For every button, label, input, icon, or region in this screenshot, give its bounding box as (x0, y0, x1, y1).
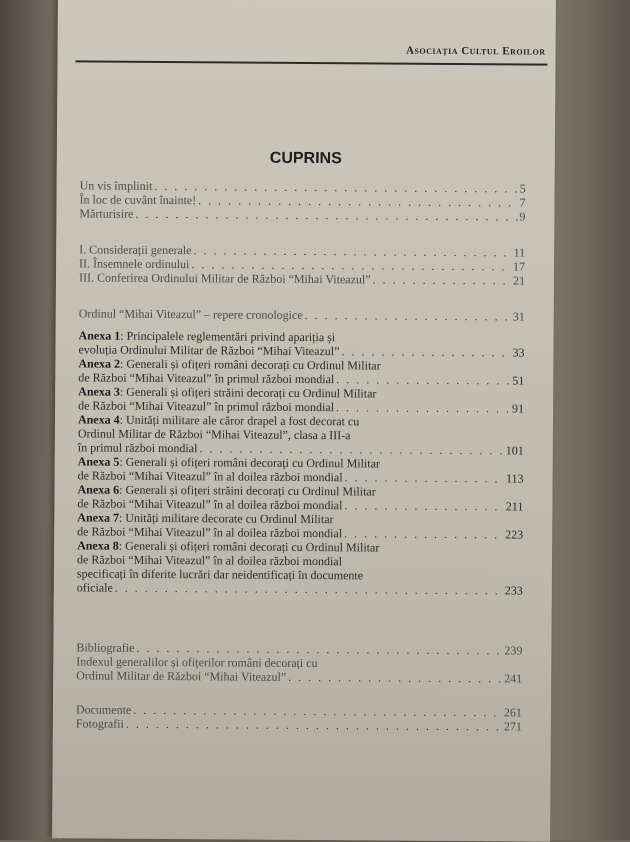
toc-entry-page: 101 (505, 443, 524, 458)
toc-entry-title: Mărturisire (79, 206, 134, 221)
contents-title: CUPRINS (269, 149, 342, 168)
annex-label: Anexa 5 (77, 454, 120, 469)
toc-entry-page: 51 (512, 373, 525, 388)
toc-entry-page: 261 (503, 705, 523, 720)
toc-annex-entry (78, 356, 524, 387)
header-rule (75, 60, 547, 65)
toc-entry (79, 270, 525, 287)
annex-line: Ordinul Militar de Război “Mihai Viteazul”, clasa a III-a (77, 426, 351, 443)
toc-entry-page: 211 (505, 499, 524, 514)
annex-line: : Unități militare decorate cu Ordinul Militar (118, 510, 334, 527)
annex-line: de Război “Mihai Viteazul” în primul război mondial (78, 398, 335, 415)
toc-group-annexes (77, 328, 525, 597)
toc-annex-entry (78, 328, 524, 359)
annex-label: Anexa 7 (77, 510, 120, 525)
annex-line: : Generali și ofițeri străini decorați cu Ordinul Militar (119, 384, 377, 401)
toc-entry-title: I. Considerații generale (79, 242, 192, 258)
toc-entry-title: Bibliografie (76, 640, 135, 655)
annex-line: de Război “Mihai Viteazul” în al doilea război mondial (77, 496, 343, 513)
annex-label: Anexa 4 (77, 412, 120, 427)
toc-entry-page: 241 (504, 671, 523, 686)
toc-annex-entry (77, 482, 523, 513)
annex-label: Anexa 1 (78, 328, 121, 343)
toc-entry-title: Ordinul “Mihai Viteazul” – repere cronologice (78, 306, 303, 322)
annex-line: în primul război mondial (77, 440, 198, 456)
toc-entry-page: 223 (505, 527, 524, 542)
toc-entry-title: Ordinul Militar de Război “Mihai Viteazul” (76, 668, 287, 684)
toc-annex-entry (78, 384, 524, 415)
toc-annex-entry (77, 510, 523, 541)
toc-annex-entry (78, 454, 524, 485)
toc-entry-page: 31 (512, 309, 525, 324)
toc-entry-page: 91 (512, 401, 525, 416)
toc-entry-page: 5 (519, 181, 526, 196)
annex-line: specificați în diferite lucrări dar neidentificați în documente (76, 566, 364, 583)
toc-entry-title: Indexul generalilor și ofițerilor români decorați cu (76, 654, 318, 671)
toc-annex-entry (78, 412, 524, 457)
toc-annex-entry (77, 538, 523, 597)
toc-group-chronology (79, 306, 525, 323)
toc-group-intro (79, 178, 525, 223)
toc-entry-page: 21 (512, 273, 526, 288)
book-page (52, 0, 556, 842)
toc-entry (76, 654, 522, 685)
annex-line: : Principalele reglementări privind apariția și (120, 328, 336, 345)
toc-entry-title: II. Însemnele ordinului (79, 256, 190, 272)
toc-entry (76, 716, 522, 733)
annex-line: : Generali și ofițeri români decorați cu Ordinul Militar (118, 538, 380, 555)
toc-entry (79, 206, 525, 223)
toc-entry-title: În loc de cuvânt înainte! (79, 192, 197, 208)
toc-entry-title: Un vis împlinit (79, 178, 153, 193)
annex-line: de Război “Mihai Viteazul” în al doilea război mondial (76, 552, 343, 569)
annex-line: de Război “Mihai Viteazul” în al doilea război mondial (77, 468, 343, 485)
annex-line: evoluția Ordinului Militar de Război “Mihai Viteazul” (78, 342, 340, 359)
annex-line: de Război “Mihai Viteazul” în al doilea război mondial (77, 524, 343, 541)
annex-line: : Generali și ofițeri străini decorați cu Ordinul Militar (119, 482, 376, 499)
toc-entry-page: 233 (504, 583, 523, 598)
toc-group-bibliography (76, 640, 522, 685)
annex-line: oficiale (76, 580, 113, 595)
annex-label: Anexa 3 (78, 384, 120, 399)
annex-line: : Generali și ofițeri români decorați cu Ordinul Militar (119, 454, 381, 471)
annex-line: : Unități militare ale căror drapel a fost decorat cu (119, 412, 360, 429)
annex-line: : Generali și ofițeri români decorați cu Ordinul Militar (120, 356, 381, 373)
toc-entry-page: 7 (519, 195, 526, 210)
toc-entry-page: 17 (513, 259, 526, 274)
running-header: Asociația Cultul Eroilor (405, 44, 546, 58)
toc-entry-title: Documente (75, 702, 132, 717)
toc-entry-page: 113 (505, 471, 524, 486)
annex-label: Anexa 6 (77, 482, 120, 497)
toc-group-appendix (76, 702, 522, 733)
toc-entry-page: 239 (504, 643, 523, 658)
toc-group-chapters (79, 242, 525, 287)
annex-label: Anexa 2 (78, 356, 121, 371)
right-background (550, 0, 630, 840)
toc-entry-page: 11 (513, 245, 526, 260)
toc-entry-page: 33 (512, 345, 525, 360)
annex-line: de Război “Mihai Viteazul” în primul război mondial (78, 370, 335, 387)
toc-entry-page: 271 (503, 719, 522, 734)
toc-entry-page: 9 (519, 209, 526, 224)
toc-entry (79, 306, 525, 323)
toc-entry-title: Fotografii (75, 716, 124, 731)
annex-label: Anexa 8 (77, 538, 119, 553)
toc-entry-title: III. Conferirea Ordinului Militar de Război “Mihai Viteazul” (78, 270, 371, 287)
